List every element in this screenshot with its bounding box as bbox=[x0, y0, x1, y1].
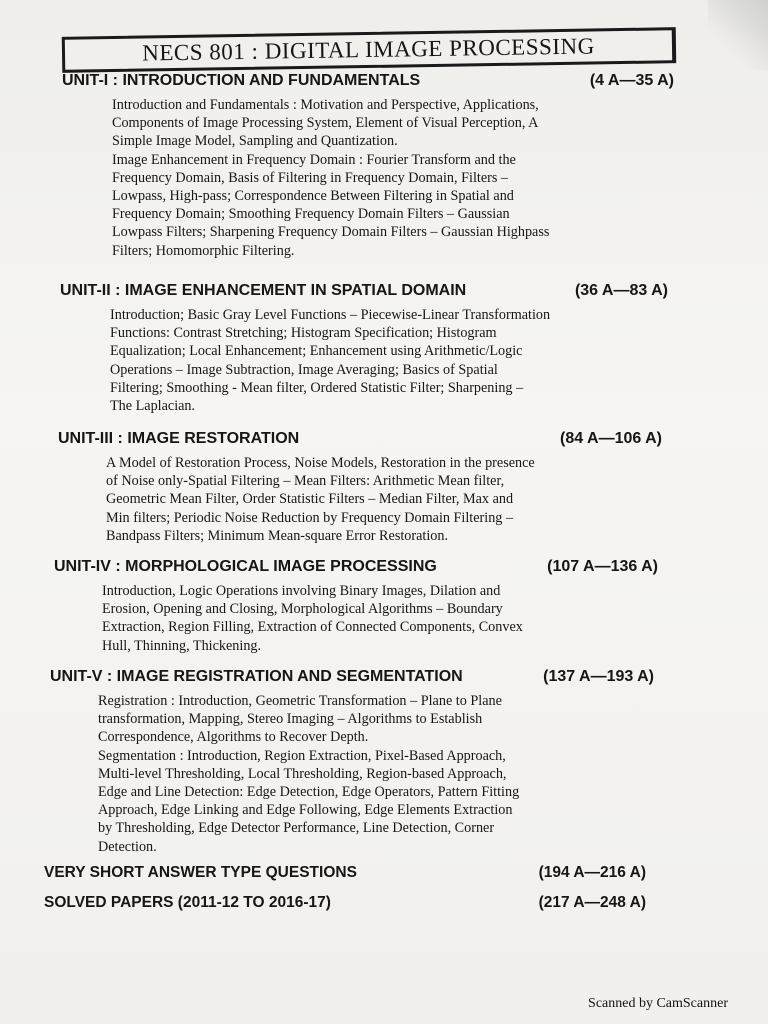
unit-4-line: Extraction, Region Filling, Extraction of Connected Components, Convex bbox=[102, 619, 523, 636]
extra-row-questions bbox=[44, 864, 646, 886]
unit-5-line: Edge and Line Detection: Edge Detection, Edge Operators, Pattern Fitting bbox=[98, 784, 520, 801]
unit-5-line: Detection. bbox=[98, 838, 157, 855]
unit-2-heading: UNIT-II : IMAGE ENHANCEMENT IN SPATIAL DOMAIN bbox=[60, 282, 467, 299]
unit-5-line: Segmentation : Introduction, Region Extraction, Pixel-Based Approach, bbox=[98, 747, 506, 764]
unit-3-body bbox=[106, 454, 768, 545]
unit-5-line: Approach, Edge Linking and Edge Following, Edge Elements Extraction bbox=[98, 802, 513, 819]
extra-pages: (194 A—216 A) bbox=[538, 864, 646, 881]
unit-1-line: Introduction and Fundamentals : Motivation and Perspective, Applications, bbox=[112, 97, 539, 113]
unit-4-heading: UNIT-IV : MORPHOLOGICAL IMAGE PROCESSING bbox=[54, 558, 437, 575]
syllabus-title: NECS 801 : DIGITAL IMAGE PROCESSING bbox=[142, 33, 595, 66]
unit-4-body bbox=[102, 582, 768, 655]
unit-1-pages: (4 A—35 A) bbox=[589, 72, 674, 89]
unit-5-line: Multi-level Thresholding, Local Thresholding, Region-based Approach, bbox=[98, 765, 507, 782]
unit-4-line: Introduction, Logic Operations involving Binary Images, Dilation and bbox=[102, 583, 501, 599]
unit-2-pages: (36 A—83 A) bbox=[574, 282, 668, 299]
unit-5 bbox=[0, 668, 768, 856]
extra-pages: (217 A—248 A) bbox=[538, 894, 646, 911]
unit-1-line: Components of Image Processing System, Element of Visual Perception, A bbox=[112, 115, 539, 132]
unit-2-line: Filtering; Smoothing - Mean filter, Ordered Statistic Filter; Sharpening – bbox=[110, 379, 524, 396]
unit-3-heading: UNIT-III : IMAGE RESTORATION bbox=[58, 430, 300, 447]
page-corner-shadow bbox=[708, 0, 768, 70]
extra-row-solved-papers bbox=[44, 894, 646, 916]
scanner-watermark: Scanned by CamScanner bbox=[588, 996, 728, 1011]
unit-3-line: Min filters; Periodic Noise Reduction by Frequency Domain Filtering – bbox=[106, 509, 514, 526]
unit-4-line: Hull, Thinning, Thickening. bbox=[102, 637, 262, 654]
unit-1-line: Image Enhancement in Frequency Domain : Fourier Transform and the bbox=[112, 151, 516, 168]
unit-2-header bbox=[60, 282, 668, 306]
unit-1-heading: UNIT-I : INTRODUCTION AND FUNDAMENTALS bbox=[62, 72, 421, 89]
unit-4-header bbox=[54, 558, 658, 582]
unit-4-line: Erosion, Opening and Closing, Morphological Algorithms – Boundary bbox=[102, 601, 503, 618]
unit-3-pages: (84 A—106 A) bbox=[560, 430, 662, 447]
unit-5-pages: (137 A—193 A) bbox=[543, 668, 654, 685]
unit-5-line: Correspondence, Algorithms to Recover Depth. bbox=[98, 729, 369, 746]
unit-1-line: Lowpass Filters; Sharpening Frequency Domain Filters – Gaussian Highpass bbox=[112, 224, 550, 241]
unit-3-line: of Noise only-Spatial Filtering – Mean Filters: Arithmetic Mean filter, bbox=[106, 473, 505, 490]
unit-5-line: Registration : Introduction, Geometric Transformation – Plane to Plane bbox=[98, 693, 502, 709]
unit-2-line: The Laplacian. bbox=[110, 398, 196, 415]
unit-3-line: Geometric Mean Filter, Order Statistic Filters – Median Filter, Max and bbox=[106, 491, 514, 508]
unit-3-line: Bandpass Filters; Minimum Mean-square Error Restoration. bbox=[106, 527, 449, 544]
unit-5-header bbox=[50, 668, 654, 692]
unit-3-line: A Model of Restoration Process, Noise Models, Restoration in the presence bbox=[106, 455, 535, 471]
unit-3 bbox=[0, 430, 768, 545]
unit-2-line: Operations – Image Subtraction, Image Averaging; Basics of Spatial bbox=[110, 361, 498, 378]
extra-label: SOLVED PAPERS (2011-12 TO 2016-17) bbox=[44, 894, 331, 911]
unit-1-line: Frequency Domain; Smoothing Frequency Domain Filters – Gaussian bbox=[112, 206, 510, 223]
unit-2 bbox=[0, 282, 768, 415]
unit-2-line: Functions: Contrast Stretching; Histogram Specification; Histogram bbox=[110, 325, 497, 342]
unit-5-line: transformation, Mapping, Stereo Imaging – Algorithms to Establish bbox=[98, 711, 483, 728]
unit-1-line: Simple Image Model, Sampling and Quantization. bbox=[112, 133, 398, 150]
unit-1-line: Frequency Domain, Basis of Filtering in Frequency Domain, Filters – bbox=[112, 169, 509, 186]
unit-1-header bbox=[62, 72, 674, 96]
unit-1-line: Filters; Homomorphic Filtering. bbox=[112, 242, 295, 259]
unit-1 bbox=[0, 72, 768, 260]
unit-4-pages: (107 A—136 A) bbox=[547, 558, 658, 575]
unit-5-heading: UNIT-V : IMAGE REGISTRATION AND SEGMENTATION bbox=[50, 668, 463, 685]
unit-2-line: Introduction; Basic Gray Level Functions – Piecewise-Linear Transformation bbox=[110, 307, 551, 323]
unit-2-body bbox=[110, 306, 768, 415]
unit-1-line: Lowpass, High-pass; Correspondence Between Filtering in Spatial and bbox=[112, 188, 514, 205]
unit-3-header bbox=[58, 430, 662, 454]
unit-2-line: Equalization; Local Enhancement; Enhancement using Arithmetic/Logic bbox=[110, 343, 523, 360]
unit-5-body bbox=[98, 692, 768, 856]
unit-5-line: by Thresholding, Edge Detector Performance, Line Detection, Corner bbox=[98, 820, 495, 837]
extra-label: VERY SHORT ANSWER TYPE QUESTIONS bbox=[44, 864, 357, 881]
unit-1-body bbox=[112, 96, 768, 260]
unit-4 bbox=[0, 558, 768, 655]
syllabus-title-box bbox=[62, 27, 676, 73]
